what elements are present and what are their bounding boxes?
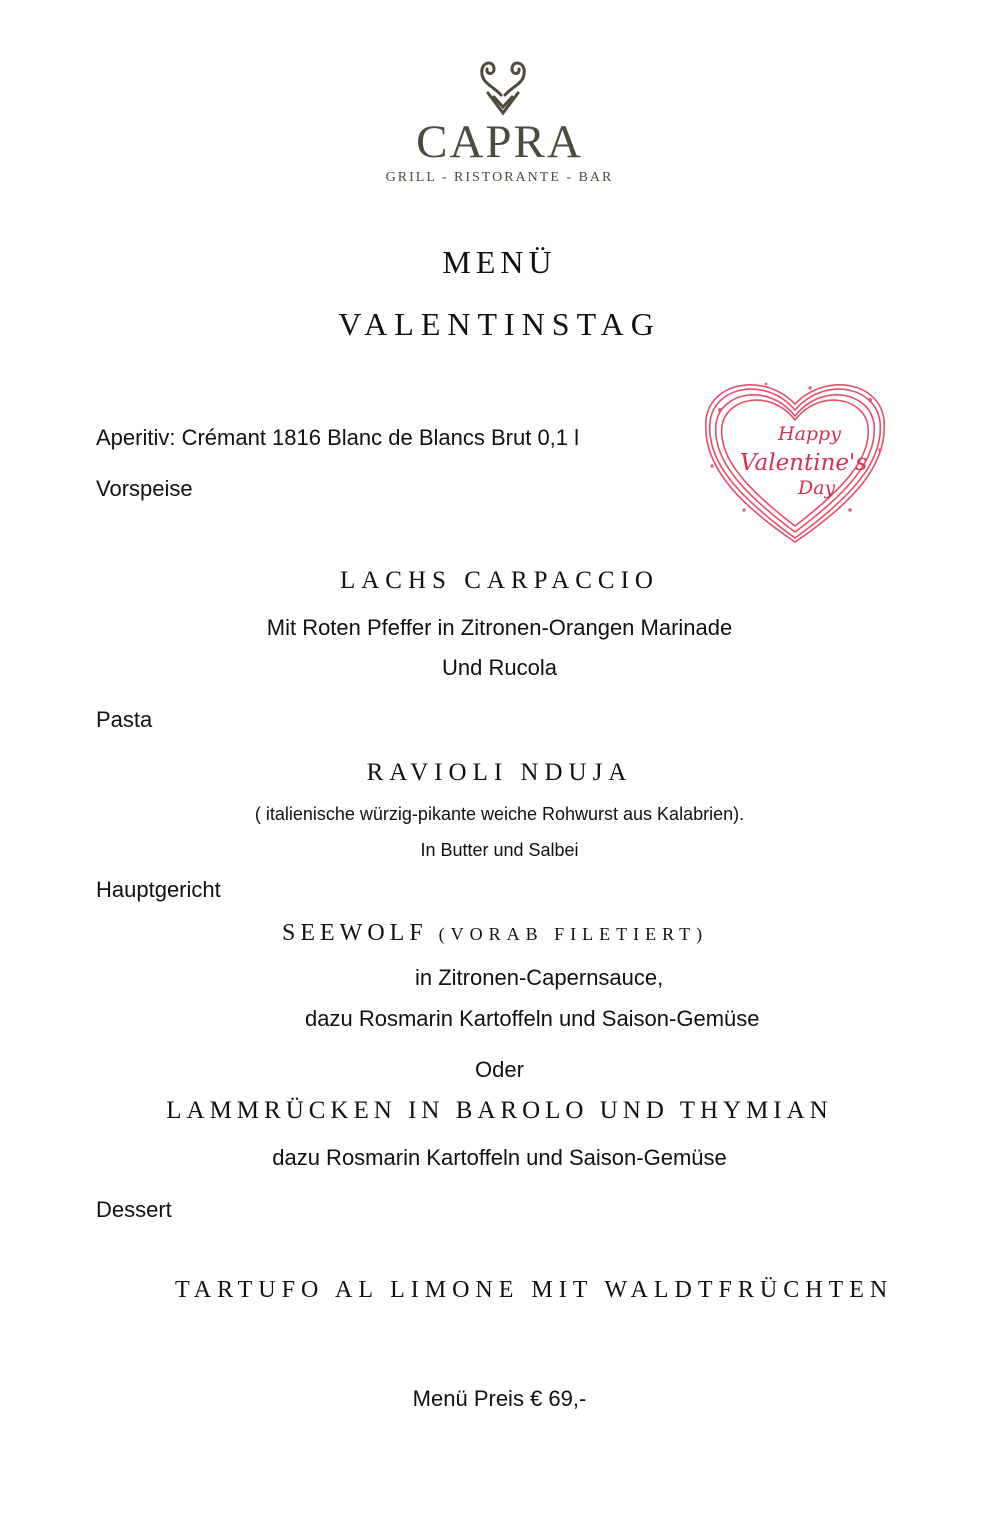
starter-dish-desc-1: Mit Roten Pfeffer in Zitronen-Orangen Marinade (266, 615, 733, 640)
pasta-dish-desc-2: In Butter und Salbei (420, 840, 579, 860)
menu-title: MENÜ (442, 244, 557, 280)
capra-goat-logo-icon (470, 55, 536, 117)
pasta-dish-name: RAVIOLI NDUJA (366, 759, 633, 786)
main-dish-1-name: SEEWOLF (282, 920, 428, 946)
section-label-starter: Vorspeise (96, 476, 193, 501)
main-dish-1-desc-1: in Zitronen-Capernsauce, (415, 965, 664, 990)
or-separator: Oder (475, 1057, 524, 1082)
main-dish-1-title (282, 920, 708, 947)
pasta-dish-desc-1: ( italienische würzig-pikante weiche Rohwurst aus Kalabrien). (254, 804, 745, 824)
starter-dish-name: LACHS CARPACCIO (339, 567, 659, 594)
logo-name: CAPRA (416, 116, 583, 168)
main-dish-1-note: (VORAB FILETIERT) (438, 924, 709, 944)
menu-price: Menü Preis € 69,- (412, 1386, 587, 1411)
logo-tagline: GRILL - RISTORANTE - BAR (385, 170, 614, 185)
section-label-main: Hauptgericht (96, 877, 221, 902)
main-dish-2-desc-1: dazu Rosmarin Kartoffeln und Saison-Gemüse (272, 1145, 727, 1170)
dessert-dish-name: TARTUFO AL LIMONE MIT WALDTFRÜCHTEN (175, 1277, 894, 1303)
badge-line2: Valentine's (740, 450, 868, 476)
section-label-pasta: Pasta (96, 707, 153, 732)
section-label-dessert: Dessert (96, 1197, 172, 1222)
badge-line1: Happy (778, 423, 841, 445)
main-dish-1-desc-2: dazu Rosmarin Kartoffeln und Saison-Gemüse (305, 1006, 760, 1031)
aperitif-line: Aperitiv: Crémant 1816 Blanc de Blancs Brut 0,1 l (96, 425, 580, 450)
main-dish-2-name: LAMMRÜCKEN IN BAROLO UND THYMIAN (166, 1097, 833, 1124)
starter-dish-desc-2: Und Rucola (442, 655, 557, 680)
badge-line3: Day (798, 477, 836, 499)
menu-subtitle: VALENTINSTAG (338, 306, 661, 342)
valentines-heart-badge (700, 370, 890, 550)
